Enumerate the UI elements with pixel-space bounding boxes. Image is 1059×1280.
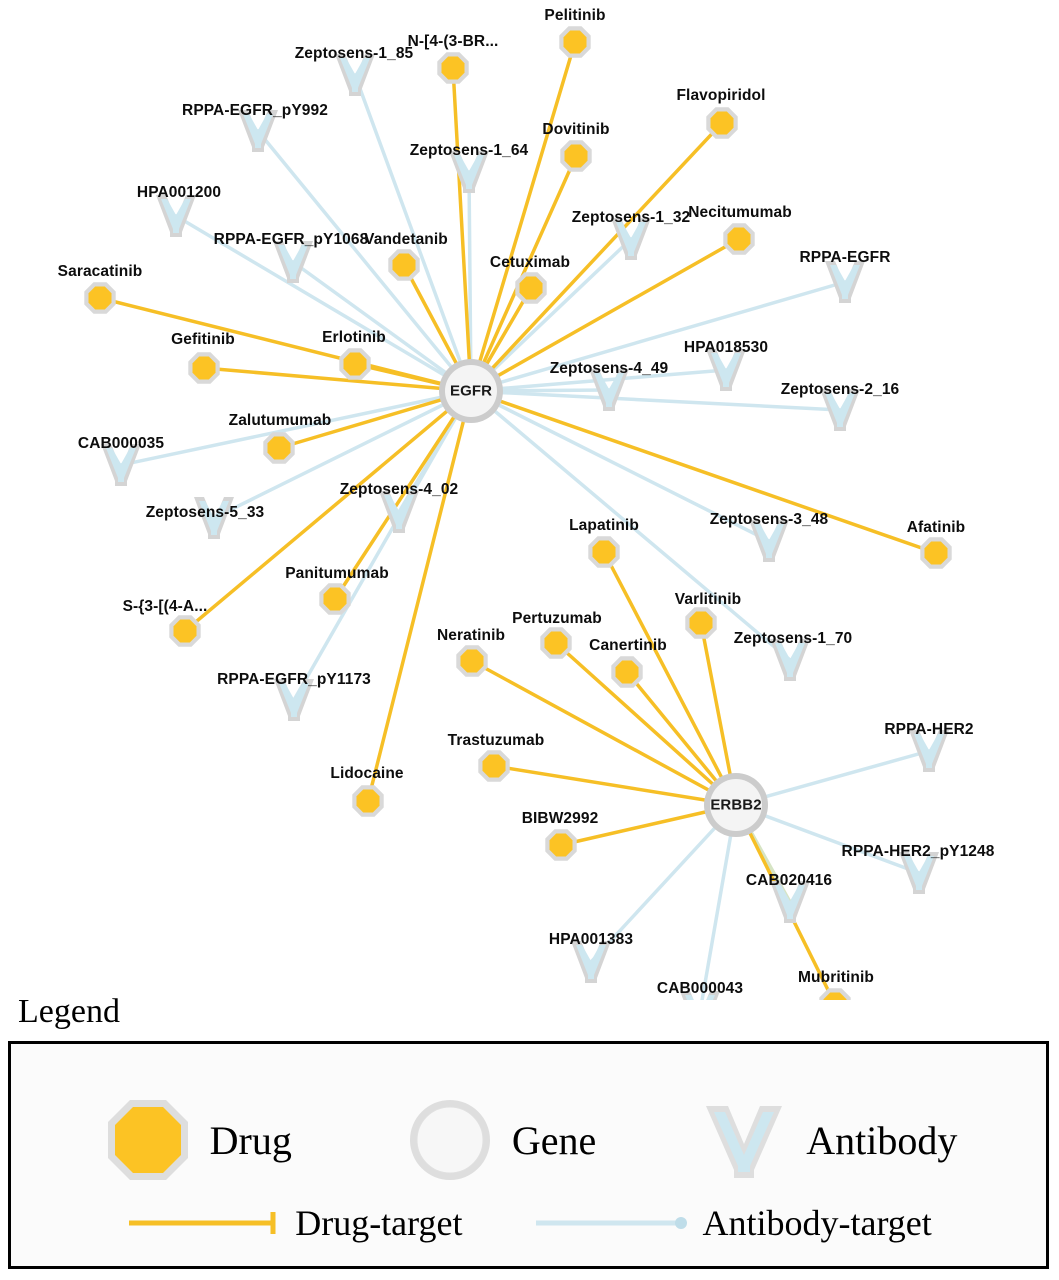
drug-node-body [324, 588, 347, 611]
drug-node[interactable] [515, 272, 546, 303]
drug-node[interactable] [545, 829, 576, 860]
antibody-node-label: Zeptosens-1_64 [409, 142, 529, 159]
drug-node-label: Lidocaine [330, 765, 404, 782]
antibody-node-label: Zeptosens-1_70 [733, 630, 853, 647]
legend-node-types [11, 1090, 1046, 1190]
drug-node[interactable] [723, 223, 754, 254]
antibody-node-label: CAB000035 [77, 435, 165, 452]
drug-node-body [593, 541, 616, 564]
drug-node[interactable] [319, 583, 350, 614]
drug-node-label: Mubritinib [798, 969, 874, 986]
drug-node-body [461, 650, 484, 673]
drug-node[interactable] [84, 282, 115, 313]
antibody-node-label: Zeptosens-2_16 [780, 381, 900, 398]
drug-node-body [616, 661, 639, 684]
drug-node-label: Gefitinib [171, 331, 235, 348]
legend-antibody-target [532, 1202, 931, 1244]
antibody-node-label: CAB020416 [745, 872, 833, 889]
legend-antibody-label: Antibody [806, 1117, 958, 1163]
legend-antibody-target-label: Antibody-target [702, 1203, 932, 1243]
legend-drug [100, 1092, 292, 1188]
drug-node-body [344, 353, 367, 376]
legend-drug-target [125, 1202, 462, 1244]
drug-node[interactable] [188, 352, 219, 383]
drug-node[interactable] [352, 785, 383, 816]
drug-node-body [174, 620, 197, 643]
drug-icon [100, 1092, 196, 1188]
legend-drug-label: Drug [209, 1117, 292, 1163]
drug-node-label: Zalutumumab [228, 412, 332, 429]
legend-title: Legend [18, 993, 120, 1030]
legend-panel [8, 1041, 1049, 1269]
drug-node[interactable] [540, 627, 571, 658]
legend-antibody [696, 1092, 957, 1188]
antibody-node-label: RPPA-EGFR_pY1173 [217, 671, 371, 688]
drug-node-label: Dovitinib [542, 121, 610, 138]
drug-node-body [357, 790, 380, 813]
drug-node[interactable] [685, 607, 716, 638]
drug-node-body [711, 112, 734, 135]
antibody-node-label: RPPA-EGFR_pY1068 [213, 231, 369, 248]
antibody-node-label: RPPA-HER2 [884, 721, 974, 738]
legend-edge-types [11, 1202, 1046, 1244]
drug-node-label: Pertuzumab [512, 610, 602, 627]
drug-node[interactable] [588, 536, 619, 567]
drug-node[interactable] [560, 140, 591, 171]
drug-node-body [550, 834, 573, 857]
drug-node-label: Neratinib [436, 627, 506, 644]
drug-node-body [728, 228, 751, 251]
drug-node[interactable] [456, 645, 487, 676]
antibody-node-label: HPA001383 [548, 931, 634, 948]
gene-node-label: EGFR [449, 382, 493, 400]
antibody-node-label: Zeptosens-3_48 [709, 511, 829, 528]
drug-node-label: Panitumumab [285, 565, 389, 582]
drug-node-label: Afatinib [906, 519, 966, 536]
drug-node[interactable] [706, 107, 737, 138]
drug-node-label: Necitumumab [688, 204, 792, 221]
drug-node[interactable] [920, 537, 951, 568]
antibody-node-label: HPA001200 [136, 184, 222, 201]
drug-node-label: Erlotinib [322, 329, 386, 346]
antibody-node-label: RPPA-EGFR_pY992 [182, 102, 328, 119]
drug-node-body [564, 31, 587, 54]
drug-node-body [565, 145, 588, 168]
drug-node-body [545, 632, 568, 655]
drug-node-label: Varlitinib [674, 591, 742, 608]
drug-node-body [483, 755, 506, 778]
drug-node-body [393, 254, 416, 277]
antibody-node-label: Zeptosens-1_32 [571, 209, 691, 226]
legend-gene-label: Gene [511, 1117, 597, 1163]
drug-node-label: BIBW2992 [521, 810, 599, 827]
drug-node-body [193, 357, 216, 380]
drug-node-label: Trastuzumab [447, 732, 545, 749]
drug-node[interactable] [263, 432, 294, 463]
drug-node[interactable] [388, 249, 419, 280]
antibody-node-label: Zeptosens-4_49 [549, 360, 669, 377]
drug-node[interactable] [819, 988, 850, 1000]
legend-drug-target-label: Drug-target [295, 1203, 463, 1243]
drug-node[interactable] [169, 615, 200, 646]
drug-node-label: N-[4-(3-BR... [407, 33, 499, 50]
drug-node-label: Pelitinib [544, 7, 606, 24]
antibody-node-label: CAB000043 [656, 980, 744, 997]
drug-node[interactable] [339, 348, 370, 379]
drug-node-body [268, 437, 291, 460]
drug-node-label: S-{3-[(4-A... [122, 598, 208, 615]
drug-node-label: Cetuximab [489, 254, 571, 271]
legend-gene [402, 1092, 596, 1188]
antibody-node-label: Zeptosens-5_33 [145, 504, 265, 521]
antibody-node-label: RPPA-HER2_pY1248 [841, 843, 995, 860]
drug-node-body [690, 612, 713, 635]
drug-node-label: Flavopiridol [676, 87, 766, 104]
drug-node-body [442, 57, 465, 80]
gene-node-label: ERBB2 [710, 796, 762, 814]
drug-node[interactable] [559, 26, 590, 57]
drug-node-body [520, 277, 543, 300]
drug-node-label: Vandetanib [364, 231, 448, 248]
antibody-icon [696, 1092, 792, 1188]
antibody-node[interactable] [825, 261, 865, 303]
drug-node[interactable] [611, 656, 642, 687]
drug-node[interactable] [478, 750, 509, 781]
drug-node-label: Lapatinib [569, 517, 639, 534]
antibody-node-label: Zeptosens-4_02 [339, 481, 459, 498]
drug-node-label: Saracatinib [57, 263, 143, 280]
gene-icon [402, 1092, 498, 1188]
antibody-node-label: Zeptosens-1_85 [294, 45, 414, 62]
antibody-node-label: HPA018530 [683, 339, 769, 356]
drug-node[interactable] [437, 52, 468, 83]
antibody-target-edge-icon [532, 1208, 692, 1238]
drug-node-body [925, 542, 948, 565]
drug-target-edge-icon [125, 1208, 285, 1238]
drug-node-body [89, 287, 112, 310]
antibody-node-label: RPPA-EGFR [799, 249, 891, 266]
drug-node-label: Canertinib [589, 637, 667, 654]
